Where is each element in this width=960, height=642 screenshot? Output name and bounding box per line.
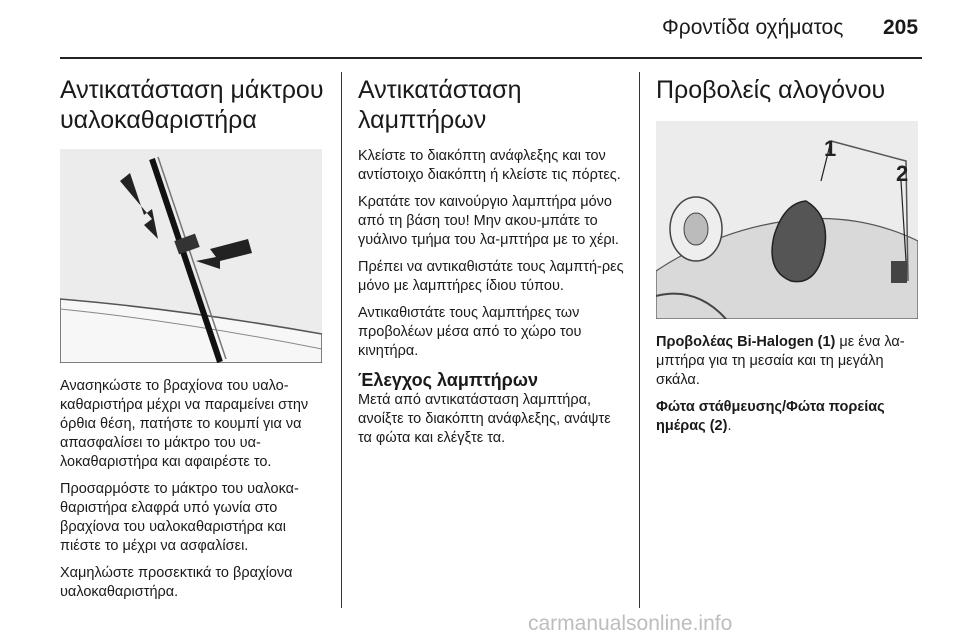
section-heading-halogen: Προβολείς αλογόνου xyxy=(656,76,886,104)
halogen-item-1 xyxy=(656,333,922,390)
wiper-paragraph-3: Χαμηλώστε προσεκτικά το βραχίονα υαλοκαθαριστήρα. xyxy=(60,565,293,600)
column-wiper-blade xyxy=(60,75,328,610)
halogen-item-2 xyxy=(656,398,922,436)
halogen-item-2-label: Φώτα στάθμευσης/Φώτα πορείας ημέρας (2) xyxy=(656,399,885,434)
section-heading-wiper: Αντικατάσταση μάκτρου υαλοκαθαριστήρα xyxy=(60,76,324,134)
wiper-drawing xyxy=(60,149,322,363)
arrow-up-icon xyxy=(120,173,158,239)
bulbs-paragraph-4: Αντικαθιστάτε τους λαμπτήρες των προβολέων μέσα από το χώρο του κινητήρα. xyxy=(358,305,582,359)
wiper-paragraph-1: Ανασηκώστε το βραχίονα του υαλο-καθαριστήρα μέχρι να παραμείνει στην όρθια θέση, πατήστε το κουμπί για να απασφαλίσει το μάκτρο του υα-λοκαθαριστήρα και αφαιρέστε το. xyxy=(60,378,309,470)
callout-2: 2 xyxy=(896,161,909,186)
halogen-item-1-label: Προβολέας Bi-Halogen (1) xyxy=(656,334,836,350)
halogen-item-2-text: . xyxy=(727,418,732,434)
bulb-check-paragraph: Μετά από αντικατάσταση λαμπτήρα, ανοίξτε το διακόπτη ανάφλεξης, ανάψτε τα φώτα και ελέγξτε τα. xyxy=(358,392,611,446)
halogen-item-1-text: με ένα λα-μπτήρα για τη μεσαία και τη μεγάλη σκάλα. xyxy=(656,334,905,388)
watermark: carmanualsonline.info xyxy=(528,612,733,635)
arrow-left-icon xyxy=(196,239,252,269)
callout-1: 1 xyxy=(824,136,837,161)
wiper-illustration xyxy=(60,149,322,363)
bulbs-paragraph-3: Πρέπει να αντικαθιστάτε τους λαμπτή-ρες μόνο με λαμπτήρες ίδιου τύπου. xyxy=(358,259,624,294)
bulbs-paragraph-1: Κλείστε το διακόπτη ανάφλεξης και τον αντίστοιχο διακόπτη ή κλείστε τις πόρτες. xyxy=(358,148,621,183)
headlight-drawing xyxy=(656,121,918,319)
page-number: 205 xyxy=(883,16,919,39)
headlight-illustration xyxy=(656,121,918,319)
column-halogen-headlights xyxy=(656,75,922,444)
bulbs-paragraph-2: Κρατάτε τον καινούργιο λαμπτήρα μόνο από τη βάση του! Μην ακου-μπάτε το γυάλινο τμήμα του λα-μπτήρα με το χέρι. xyxy=(358,194,619,248)
running-header-title: Φροντίδα οχήματος xyxy=(662,16,844,39)
subheading-bulb-check: Έλεγχος λαμπτήρων xyxy=(358,370,539,390)
header-rule xyxy=(60,57,922,59)
section-heading-bulbs: Αντικατάσταση λαμπτήρων xyxy=(358,76,522,134)
column-bulb-replacement xyxy=(358,75,628,456)
column-divider-2 xyxy=(639,72,640,608)
column-divider-1 xyxy=(341,72,342,608)
wiper-paragraph-2: Προσαρμόστε το μάκτρο του υαλοκα-θαριστήρα ελαφρά υπό γωνία στο βραχίονα του υαλοκαθαριστήρα και πιέστε το μέχρι να ασφαλίσει. xyxy=(60,481,299,554)
